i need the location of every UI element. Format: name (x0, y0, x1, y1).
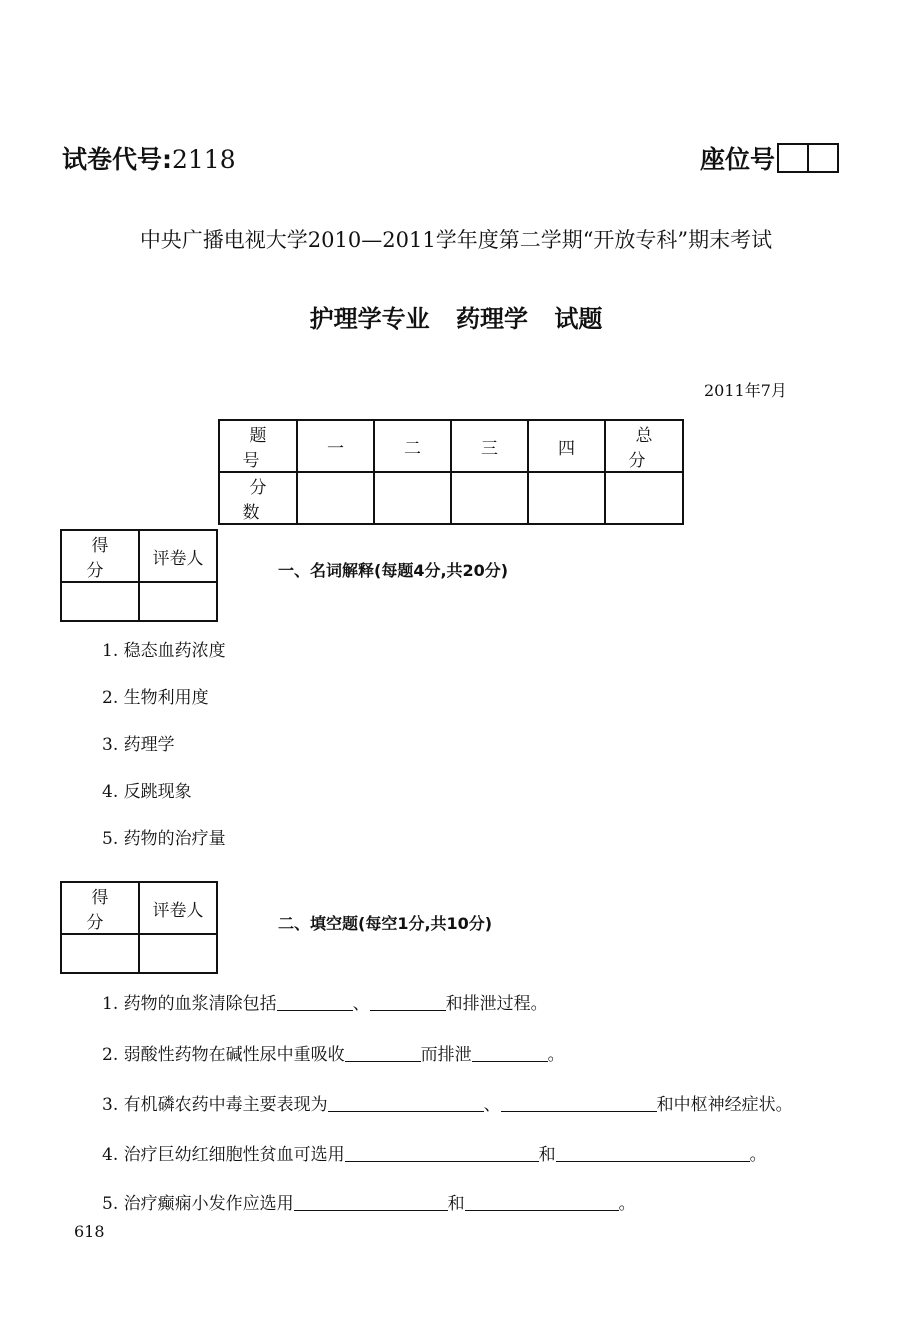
section1-heading: 一、名词解释(每题4分,共20分) (278, 561, 509, 580)
score-blank-cell (451, 472, 528, 524)
list-item: 3. 药理学 (102, 735, 175, 755)
grader-box-1 (60, 529, 218, 622)
fill-item-text: 2. 弱酸性药物在碱性尿中重吸收 (102, 1045, 345, 1065)
exam-date: 2011年7月 (704, 381, 787, 400)
fill-item-text: 5. 治疗癫痫小发作应选用 (102, 1194, 294, 1214)
fill-blank[interactable] (294, 1193, 448, 1211)
grader-name-label: 评卷人 (139, 882, 217, 934)
fill-blank[interactable] (465, 1193, 619, 1211)
fill-item-text: 。 (618, 1194, 636, 1214)
seat-number-boxes (777, 143, 839, 173)
score-table-cell: 总 分 (605, 420, 683, 472)
fill-blank[interactable] (556, 1144, 750, 1162)
grader-blank-cell (61, 582, 139, 621)
fill-item-text: 、 (352, 994, 370, 1014)
grader-blank-cell (139, 934, 217, 973)
fill-blank[interactable] (328, 1094, 484, 1112)
exam-code-value: 2118 (172, 145, 236, 174)
fill-item-text: 和排泄过程。 (445, 994, 548, 1014)
list-item: 5. 药物的治疗量 (102, 829, 226, 849)
grader-name-label: 评卷人 (139, 530, 217, 582)
fill-item (102, 1189, 636, 1214)
fill-item-text: 。 (547, 1045, 565, 1065)
fill-item (102, 989, 548, 1014)
list-item: 2. 生物利用度 (102, 688, 209, 708)
fill-item (102, 1140, 767, 1165)
fill-blank[interactable] (370, 993, 446, 1011)
grader-score-label: 得 分 (61, 530, 139, 582)
score-table-cell: 一 (297, 420, 374, 472)
fill-item-text: 3. 有机磷农药中毒主要表现为 (102, 1095, 328, 1115)
fill-blank[interactable] (501, 1094, 657, 1112)
section2-heading: 二、填空题(每空1分,共10分) (278, 914, 493, 933)
fill-blank[interactable] (345, 1044, 421, 1062)
page-number: 618 (74, 1222, 105, 1241)
score-table-header-row (219, 420, 683, 472)
main-title: 护理学专业 药理学 试题 (309, 305, 603, 333)
fill-item-text: 。 (749, 1145, 767, 1165)
grader-blank-cell (139, 582, 217, 621)
fill-blank[interactable] (472, 1044, 548, 1062)
fill-item-text: 1. 药物的血浆清除包括 (102, 994, 277, 1014)
score-blank-cell (374, 472, 451, 524)
score-table-cell: 三 (451, 420, 528, 472)
score-table-cell: 题 号 (219, 420, 297, 472)
fill-item-text: 、 (483, 1095, 501, 1115)
exam-code-label: 试卷代号: (62, 145, 172, 174)
score-blank-cell (605, 472, 683, 524)
list-item: 4. 反跳现象 (102, 782, 192, 802)
fill-item (102, 1090, 793, 1115)
fill-item-text: 4. 治疗巨幼红细胞性贫血可选用 (102, 1145, 345, 1165)
fill-blank[interactable] (345, 1144, 539, 1162)
fill-item-text: 和中枢神经症状。 (656, 1095, 793, 1115)
score-table-cell: 二 (374, 420, 451, 472)
score-blank-cell (528, 472, 605, 524)
seat-number-label: 座位号 (700, 145, 776, 174)
grader-box-2 (60, 881, 218, 974)
seat-number (700, 140, 839, 176)
grader-score-label: 得 分 (61, 882, 139, 934)
exam-code (62, 140, 236, 176)
fill-item-text: 而排泄 (420, 1045, 472, 1065)
exam-title: 中央广播电视大学2010—2011学年度第二学期“开放专科”期末考试 (139, 228, 773, 252)
score-table-score-row (219, 472, 683, 524)
fill-item-text: 和 (538, 1145, 556, 1165)
list-item: 1. 稳态血药浓度 (102, 641, 226, 661)
grader-blank-cell (61, 934, 139, 973)
score-blank-cell (297, 472, 374, 524)
score-table-cell: 分 数 (219, 472, 297, 524)
fill-item (102, 1040, 565, 1065)
fill-blank[interactable] (277, 993, 353, 1011)
fill-item-text: 和 (447, 1194, 465, 1214)
score-table-cell: 四 (528, 420, 605, 472)
score-table (218, 419, 684, 525)
